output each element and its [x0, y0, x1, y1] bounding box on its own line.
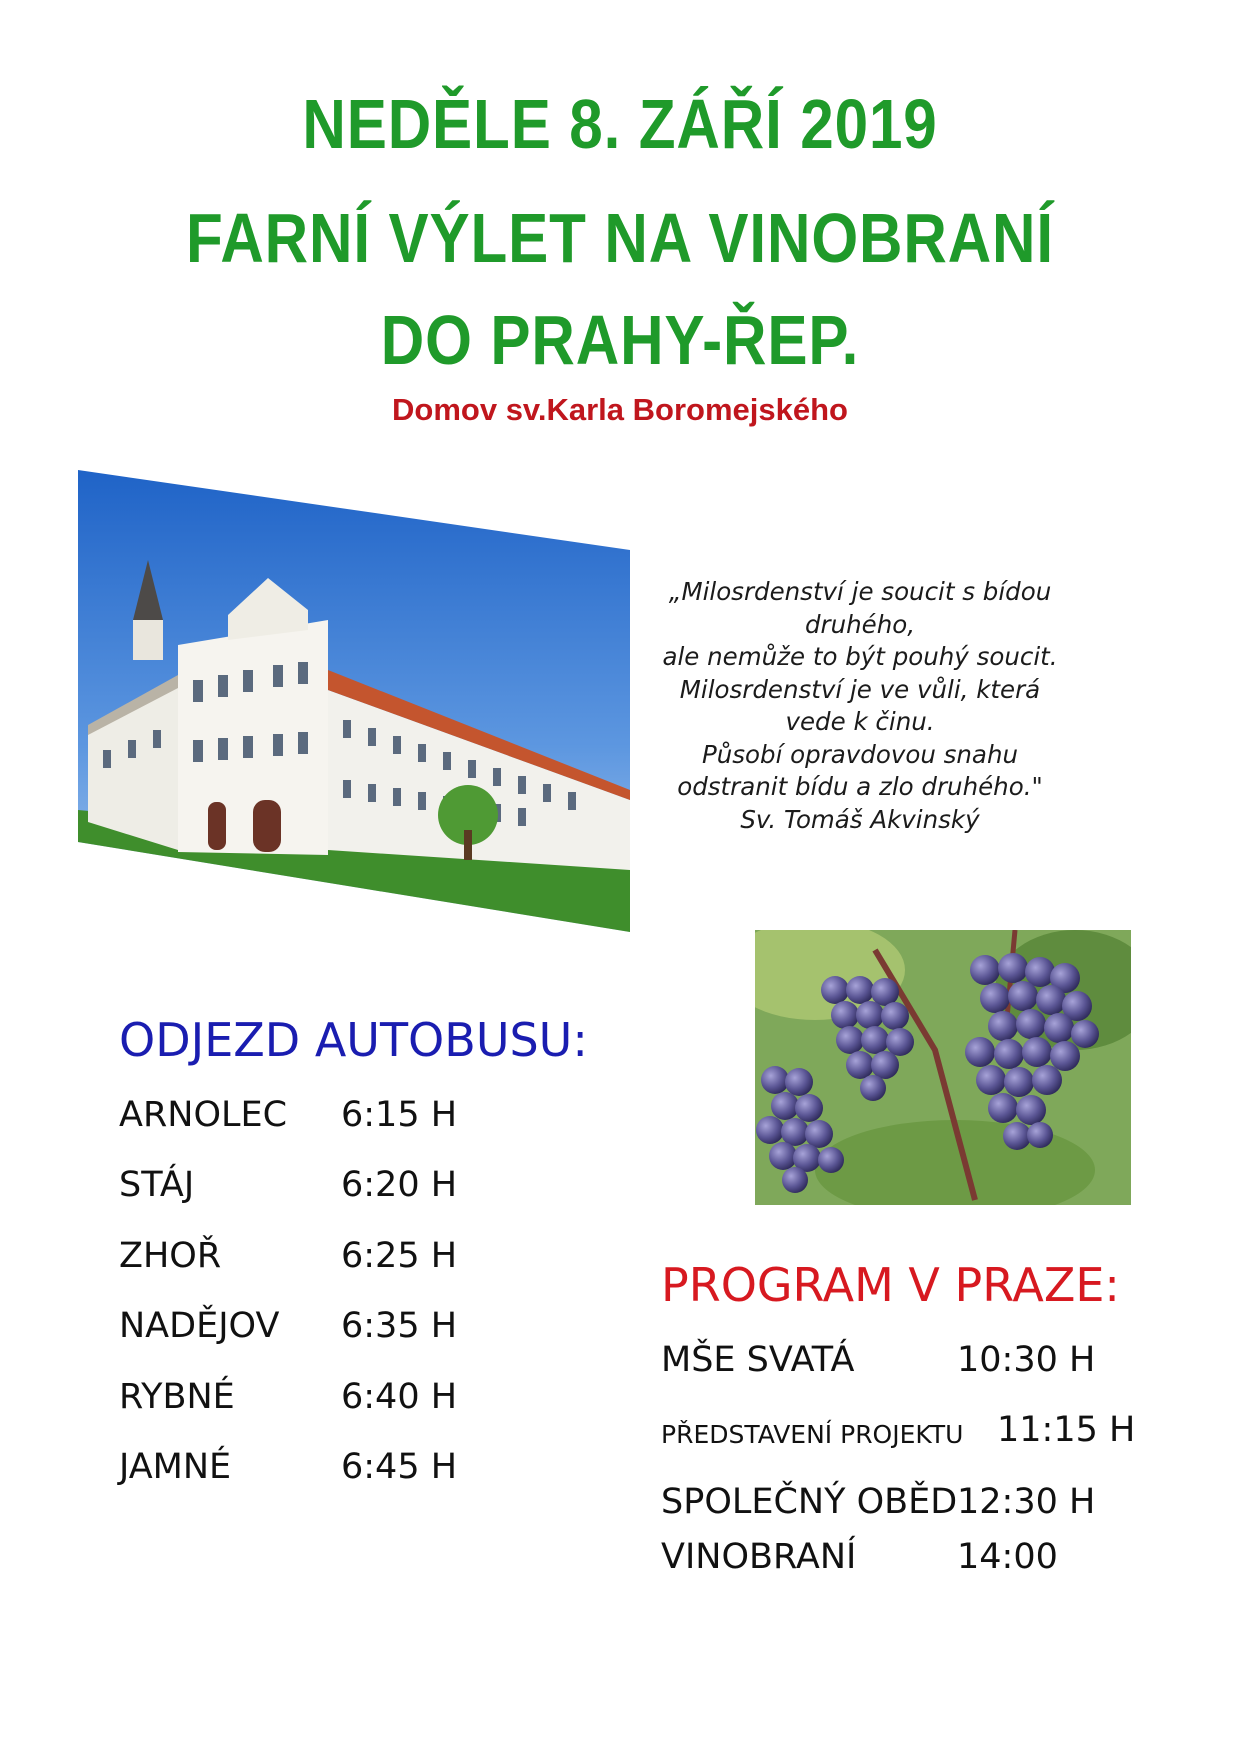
program-item: SPOLEČNÝ OBĚD: [661, 1482, 958, 1522]
program-item: MŠE SVATÁ: [661, 1340, 855, 1380]
program-time: 12:30 H: [957, 1482, 1096, 1522]
quote-line: „Milosrdenství je soucit s bídou: [668, 577, 1052, 606]
date-heading: NEDĚLE 8. ZÁŘÍ 2019: [302, 85, 938, 163]
bus-stop-time: 6:45 H: [341, 1447, 458, 1487]
subtitle-venue: Domov sv.Karla Boromejského: [392, 392, 848, 427]
bus-stop-time: 6:15 H: [341, 1095, 458, 1135]
bus-stop-time: 6:25 H: [341, 1236, 458, 1276]
building-photo: [78, 470, 630, 932]
bus-departure-heading: ODJEZD AUTOBUSU:: [119, 1013, 588, 1067]
bus-stop-name: NADĚJOV: [119, 1306, 280, 1346]
program-time: 11:15 H: [997, 1410, 1136, 1450]
title-line-2: DO PRAHY-ŘEP.: [380, 301, 860, 379]
quote-line: odstranit bídu a zlo druhého.": [677, 772, 1043, 801]
bus-stop-name: RYBNÉ: [119, 1377, 235, 1417]
grapes-photo: [755, 930, 1131, 1205]
bus-stop-name: STÁJ: [119, 1165, 195, 1205]
quote-author: Sv. Tomáš Akvinský: [740, 804, 980, 834]
bus-stop-time: 6:40 H: [341, 1377, 458, 1417]
quote-block: [640, 576, 1080, 836]
bus-stop-name: ZHOŘ: [119, 1236, 222, 1276]
quote-line: ale nemůže to být pouhý soucit.: [662, 642, 1058, 671]
bus-stop-name: ARNOLEC: [119, 1095, 288, 1135]
program-item: VINOBRANÍ: [661, 1537, 857, 1577]
quote-line: Působí opravdovou snahu: [701, 739, 1019, 769]
bus-stop-time: 6:20 H: [341, 1165, 458, 1205]
program-time: 14:00: [957, 1537, 1058, 1577]
bus-stop-time: 6:35 H: [341, 1306, 458, 1346]
program-heading: PROGRAM V PRAZE:: [661, 1258, 1120, 1312]
quote-line: vede k činu.: [785, 707, 935, 736]
quote-line: druhého,: [804, 609, 916, 639]
bus-stop-name: JAMNÉ: [119, 1447, 232, 1487]
quote-line: Milosrdenství je ve vůli, která: [679, 674, 1041, 704]
program-item: PŘEDSTAVENÍ PROJEKTU: [661, 1420, 964, 1449]
program-time: 10:30 H: [957, 1340, 1096, 1380]
title-line-1: FARNÍ VÝLET NA VINOBRANÍ: [186, 199, 1054, 277]
